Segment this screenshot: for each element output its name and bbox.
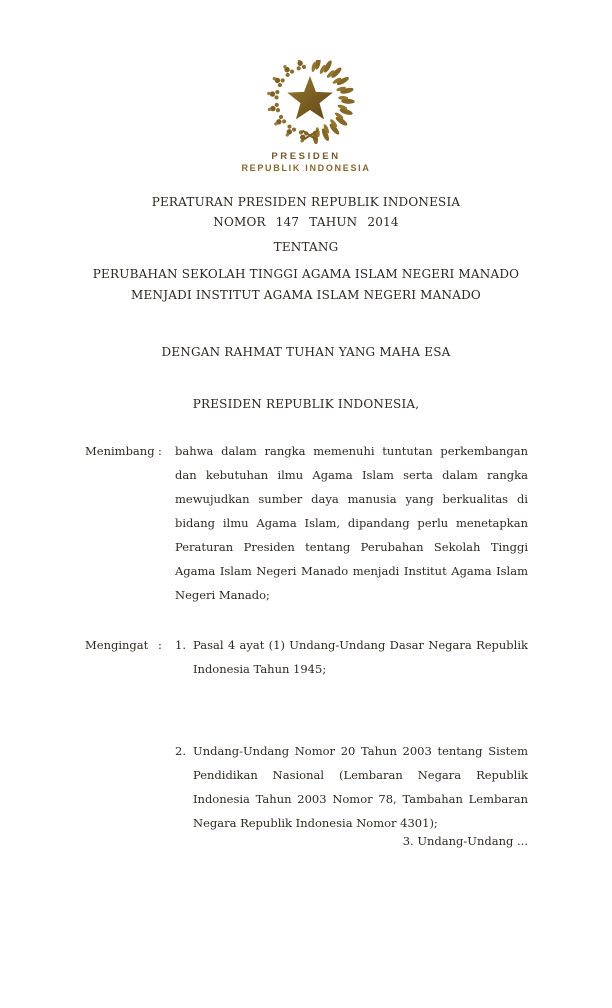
item-number: 1. <box>175 638 186 652</box>
recalling-line: Undang-Undang Nomor 20 Tahun 2003 tentang Sistem <box>193 744 528 758</box>
considering-line: bidang ilmu Agama Islam, dipandang perlu menetapkan <box>175 516 528 530</box>
recalling-line: Indonesia Tahun 1945; <box>193 662 327 676</box>
invocation-line: DENGAN RAHMAT TUHAN YANG MAHA ESA <box>161 345 451 359</box>
enacting-authority-line: PRESIDEN REPUBLIK INDONESIA, <box>192 397 420 411</box>
recalling-line: Indonesia Tahun 2003 Nomor 78, Tambahan Lembaran <box>193 792 528 806</box>
considering-line: dan kebutuhan ilmu Agama Islam serta dalam rangka <box>175 468 528 482</box>
page-catchword: 3. Undang-Undang ... <box>402 834 528 848</box>
considering-line: Peraturan Presiden tentang Perubahan Sekolah Tinggi <box>175 540 528 554</box>
letterhead-office: PRESIDEN <box>271 151 341 162</box>
item-number: 2. <box>175 744 186 758</box>
title-number-line: NOMOR 147 TAHUN 2014 <box>213 215 399 229</box>
recalling-line: Pasal 4 ayat (1) Undang-Undang Dasar Negara Republik <box>193 638 528 652</box>
recalling-colon: : <box>158 638 162 652</box>
considering-line: Agama Islam Negeri Manado menjadi Institut Agama Islam <box>175 564 528 578</box>
recalling-line: Negara Republik Indonesia Nomor 4301); <box>193 816 438 830</box>
star-icon <box>287 76 333 119</box>
recalling-item-1 <box>175 633 528 681</box>
considering-line: bahwa dalam rangka memenuhi tuntutan perkembangan <box>175 444 528 458</box>
recalling-line: Pendidikan Nasional (Lembaran Negara Republik <box>193 768 528 782</box>
title-subject-line-1: PERUBAHAN SEKOLAH TINGGI AGAMA ISLAM NEGERI MANADO <box>92 267 520 281</box>
title-line-1: PERATURAN PRESIDEN REPUBLIK INDONESIA <box>151 195 461 209</box>
letterhead-country: REPUBLIK INDONESIA <box>241 163 371 173</box>
considering-colon: : <box>158 444 162 458</box>
considering-line: Negeri Manado; <box>175 588 270 602</box>
title-subject-line-2: MENJADI INSTITUT AGAMA ISLAM NEGERI MANADO <box>131 288 481 302</box>
considering-paragraph <box>175 439 528 607</box>
considering-label: Menimbang <box>85 444 155 458</box>
recalling-label: Mengingat <box>85 638 149 652</box>
presidential-emblem-icon <box>265 60 355 144</box>
considering-line: mewujudkan sumber daya manusia yang berkualitas di <box>175 492 528 506</box>
title-tentang: TENTANG <box>273 240 339 254</box>
recalling-item-2 <box>175 739 528 835</box>
